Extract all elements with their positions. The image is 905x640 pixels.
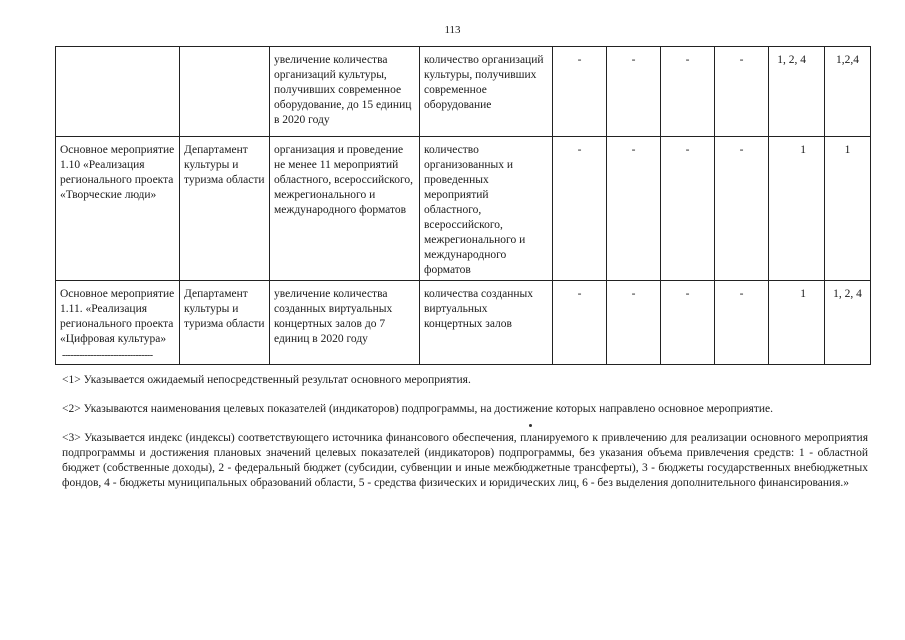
indicator-cell: количества созданных виртуальных концертных залов bbox=[420, 281, 553, 365]
page-number: 113 bbox=[444, 24, 461, 36]
value-cell-1: - bbox=[553, 47, 607, 137]
table-row bbox=[56, 137, 871, 281]
result-cell: организация и проведение не менее 11 мероприятий областного, всероссийского, межрегионального и международного форматов bbox=[270, 137, 420, 281]
result-cell: увеличение количества организаций культуры, получивших современное оборудование, до 15 единиц в 2020 году bbox=[270, 47, 420, 137]
measure-cell: Основное мероприятие 1.10 «Реализация регионального проекта «Творческие люди» bbox=[56, 137, 180, 281]
executor-cell bbox=[180, 47, 270, 137]
source-cell-a: 1 bbox=[769, 137, 825, 281]
indicator-cell: количество организованных и проведенных мероприятий областного, всероссийского, межрегионального и международного форматов bbox=[420, 137, 553, 281]
footnote-3: <3> Указывается индекс (индексы) соответствующего источника финансового обеспечения, планируемого к привлечению для реализации основного мероприятия подпрограммы и достижения плановых значений целевых показателей (индикаторов) подпрограммы, без указания объема привлечения средств: 1 - областной бюджет (собственные доходы), 2 - федеральный бюджет (субсидии, субвенции и иные межбюджетные трансферты), 3 - бюджеты государственных внебюджетных фондов, 4 - бюджеты муниципальных образований области, 5 - средства физических и юридических лиц, 6 - без выделения дополнительного финансирования.» bbox=[62, 432, 868, 489]
result-cell: увеличение количества созданных виртуальных концертных залов до 7 единиц в 2020 году bbox=[270, 281, 420, 365]
value-cell-3: - bbox=[661, 137, 715, 281]
source-cell-b: 1 bbox=[825, 137, 871, 281]
measure-cell bbox=[56, 47, 180, 137]
program-table bbox=[55, 46, 871, 365]
table-row bbox=[56, 281, 871, 365]
table-row bbox=[56, 47, 871, 137]
footnote-2: <2> Указываются наименования целевых показателей (индикаторов) подпрограммы, на достижение которых направлено основное мероприятие. bbox=[62, 403, 774, 415]
value-cell-2: - bbox=[607, 281, 661, 365]
footnote-separator: -------------------------------- bbox=[62, 350, 153, 361]
scan-speck bbox=[529, 424, 532, 427]
value-cell-1: - bbox=[553, 281, 607, 365]
value-cell-4: - bbox=[715, 47, 769, 137]
source-cell-a: 1 bbox=[769, 281, 825, 365]
value-cell-4: - bbox=[715, 137, 769, 281]
footnote-1: <1> Указывается ожидаемый непосредственный результат основного мероприятия. bbox=[62, 374, 471, 386]
executor-cell: Департамент культуры и туризма области bbox=[180, 137, 270, 281]
indicator-cell: количество организаций культуры, получивших современное оборудование bbox=[420, 47, 553, 137]
value-cell-2: - bbox=[607, 47, 661, 137]
value-cell-2: - bbox=[607, 137, 661, 281]
source-cell-b: 1, 2, 4 bbox=[825, 281, 871, 365]
value-cell-3: - bbox=[661, 47, 715, 137]
source-cell-b: 1,2,4 bbox=[825, 47, 871, 137]
value-cell-3: - bbox=[661, 281, 715, 365]
value-cell-4: - bbox=[715, 281, 769, 365]
executor-cell: Департамент культуры и туризма области bbox=[180, 281, 270, 365]
source-cell-a: 1, 2, 4 bbox=[769, 47, 825, 137]
value-cell-1: - bbox=[553, 137, 607, 281]
measure-cell: Основное мероприятие 1.11. «Реализация регионального проекта «Цифровая культура» bbox=[56, 281, 180, 365]
